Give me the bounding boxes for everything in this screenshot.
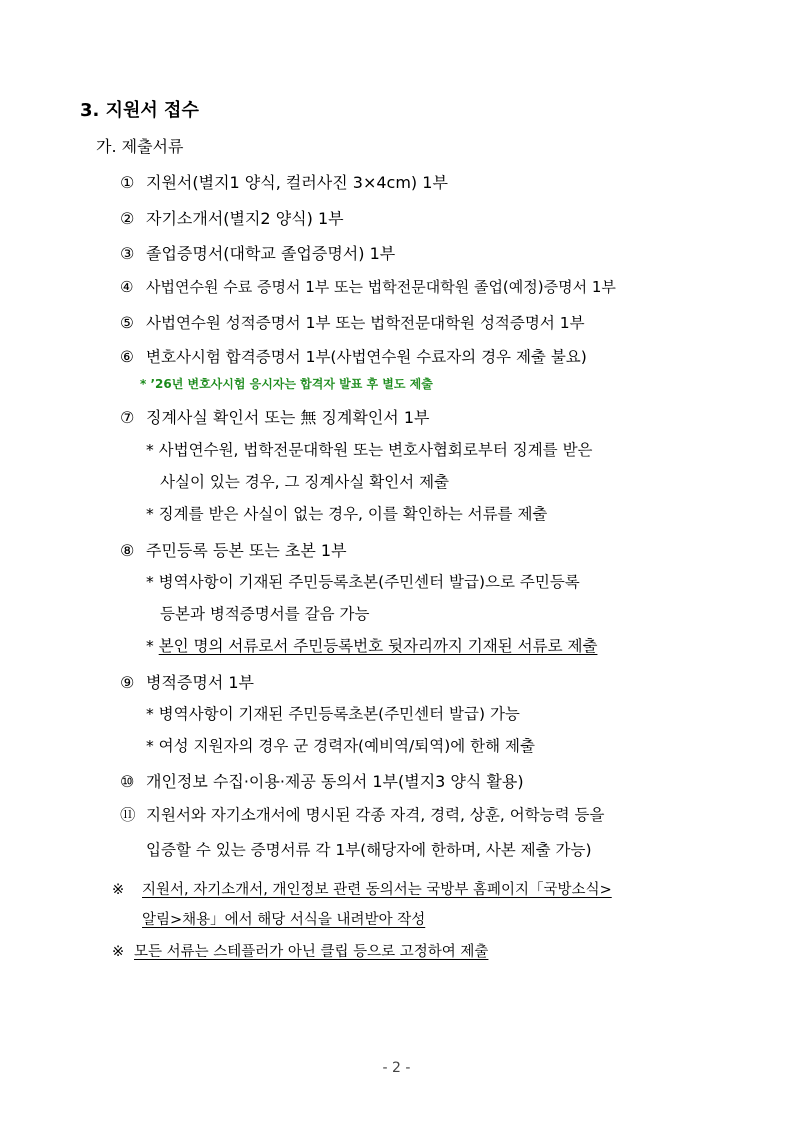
underlined-note: 모든 서류는 스테플러가 아닌 클립 등으로 고정하여 제출 — [134, 944, 489, 960]
item-text: 졸업증명서(대학교 졸업증명서) 1부 — [146, 244, 396, 263]
item-number: ⑥ — [120, 348, 134, 366]
reference-mark: ※ — [112, 882, 125, 898]
list-item — [120, 311, 585, 333]
item-number: ③ — [120, 244, 135, 263]
reference-mark: ※ — [112, 944, 125, 960]
list-item — [120, 405, 429, 428]
list-item — [120, 670, 254, 693]
exam-note: * ’26년 변호사시험 응시자는 합격자 발표 후 별도 제출 — [140, 377, 433, 391]
list-item — [120, 241, 395, 264]
note-line: * 여성 지원자의 경우 군 경력자(예비역/퇴역)에 한해 제출 — [146, 737, 535, 755]
note-line: * 병역사항이 기재된 주민등록초본(주민센터 발급) 가능 — [146, 705, 520, 723]
item-number: ⑧ — [120, 541, 135, 560]
item-number: ⑨ — [120, 673, 135, 692]
item-text: 병적증명서 1부 — [146, 673, 255, 692]
list-item — [120, 769, 524, 792]
list-item — [120, 345, 587, 367]
item-text: 사법연수원 성적증명서 1부 또는 법학전문대학원 성적증명서 1부 — [146, 314, 585, 332]
item-number: ② — [120, 209, 135, 228]
underlined-note: 본인 명의 서류로서 주민등록번호 뒷자리까지 기재된 서류로 제출 — [158, 637, 598, 655]
list-item — [120, 538, 347, 561]
section-title: 3. 지원서 접수 — [80, 100, 199, 121]
item-number: ④ — [120, 278, 134, 296]
item-text: 주민등록 등본 또는 초본 1부 — [146, 541, 347, 560]
footer-note-cont — [142, 908, 425, 929]
item-number: ⑤ — [120, 314, 134, 332]
underlined-note: 지원서, 자기소개서, 개인정보 관련 동의서는 국방부 홈페이지「국방소식> — [142, 882, 612, 898]
item-number: ⑪ — [120, 806, 136, 824]
item-continuation: 입증할 수 있는 증명서류 각 1부(해당자에 한하며, 사본 제출 가능) — [146, 841, 592, 859]
list-item — [120, 276, 616, 297]
item-text: 징계사실 확인서 또는 無 징계확인서 1부 — [146, 408, 430, 427]
footer-note — [112, 878, 612, 899]
note-line: * 징계를 받은 사실이 없는 경우, 이를 확인하는 서류를 제출 — [146, 505, 548, 523]
item-number: ⑦ — [120, 408, 135, 427]
footer-note — [112, 940, 488, 961]
item-number: ⑩ — [120, 772, 135, 791]
item-number: ① — [120, 173, 135, 192]
item-text: 사법연수원 수료 증명서 1부 또는 법학전문대학원 졸업(예정)증명서 1부 — [146, 278, 616, 296]
sub-title: 가. 제출서류 — [96, 137, 184, 156]
list-item — [120, 170, 448, 193]
item-text: 개인정보 수집·이용·제공 동의서 1부(별지3 양식 활용) — [146, 772, 524, 791]
item-text: 자기소개서(별지2 양식) 1부 — [146, 209, 344, 228]
list-item — [120, 206, 344, 229]
note-line: * 병역사항이 기재된 주민등록초본(주민센터 발급)으로 주민등록 — [146, 573, 580, 591]
list-item — [120, 803, 604, 825]
underlined-note: 알림>채용」에서 해당 서식을 내려받아 작성 — [142, 912, 426, 928]
note-line: 사실이 있는 경우, 그 징계사실 확인서 제출 — [160, 473, 450, 491]
page-number: - 2 - — [382, 1060, 411, 1076]
note-line: 등본과 병적증명서를 갈음 가능 — [160, 605, 370, 623]
note-line — [146, 634, 597, 656]
note-line: * 사법연수원, 법학전문대학원 또는 변호사협회로부터 징계를 받은 — [146, 441, 593, 459]
item-text: 지원서와 자기소개서에 명시된 각종 자격, 경력, 상훈, 어학능력 등을 — [146, 806, 605, 824]
note-star: * — [146, 637, 159, 655]
item-text: 변호사시험 합격증명서 1부(사법연수원 수료자의 경우 제출 불요) — [146, 348, 587, 366]
item-text: 지원서(별지1 양식, 컬러사진 3×4cm) 1부 — [146, 173, 448, 192]
